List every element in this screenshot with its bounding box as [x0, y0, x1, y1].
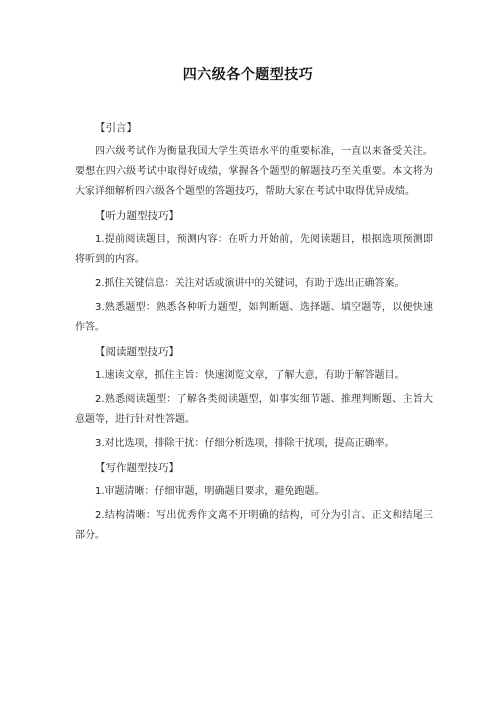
section-heading-reading: 【阅读题型技巧】 [95, 346, 179, 358]
section-heading-writing: 【写作题型技巧】 [95, 462, 179, 474]
paragraph: 2.熟悉阅读题型：了解各类阅读题型，如事实细节题、推理判断题、主旨大意题等，进行针对性答题。 [75, 394, 433, 425]
paragraph: 1.速读文章，抓住主旨：快速浏览文章，了解大意，有助于解答题目。 [95, 370, 405, 381]
paragraph: 1.提前阅读题目，预测内容：在听力开始前，先阅读题目，根据选项预测即将听到的内容。 [75, 234, 433, 265]
paragraph: 3.熟悉题型：熟悉各种听力题型，如判断题、选择题、填空题等，以便快速作答。 [75, 302, 433, 333]
paragraph: 2.抓住关键信息：关注对话或演讲中的关键词，有助于选出正确答案。 [95, 278, 405, 289]
section-heading-intro: 【引言】 [95, 122, 137, 134]
paragraph: 3.对比选项，排除干扰：仔细分析选项，排除干扰项，提高正确率。 [95, 438, 395, 449]
paragraph: 1.审题清晰：仔细审题，明确题目要求，避免跑题。 [95, 486, 325, 497]
paragraph: 四六级考试作为衡量我国大学生英语水平的重要标准，一直以来备受关注。要想在四六级考试中取得好成绩，掌握各个题型的解题技巧至关重要。本文将为大家详细解析四六级各个题型的答题技巧，帮助大家在考试中取得优异成绩。 [75, 146, 433, 197]
document-title: 四六级各个题型技巧 [182, 67, 314, 83]
document-body [75, 118, 433, 550]
section-heading-listening: 【听力题型技巧】 [95, 210, 179, 222]
paragraph: 2.结构清晰：写出优秀作文离不开明确的结构，可分为引言、正文和结尾三部分。 [75, 510, 433, 541]
